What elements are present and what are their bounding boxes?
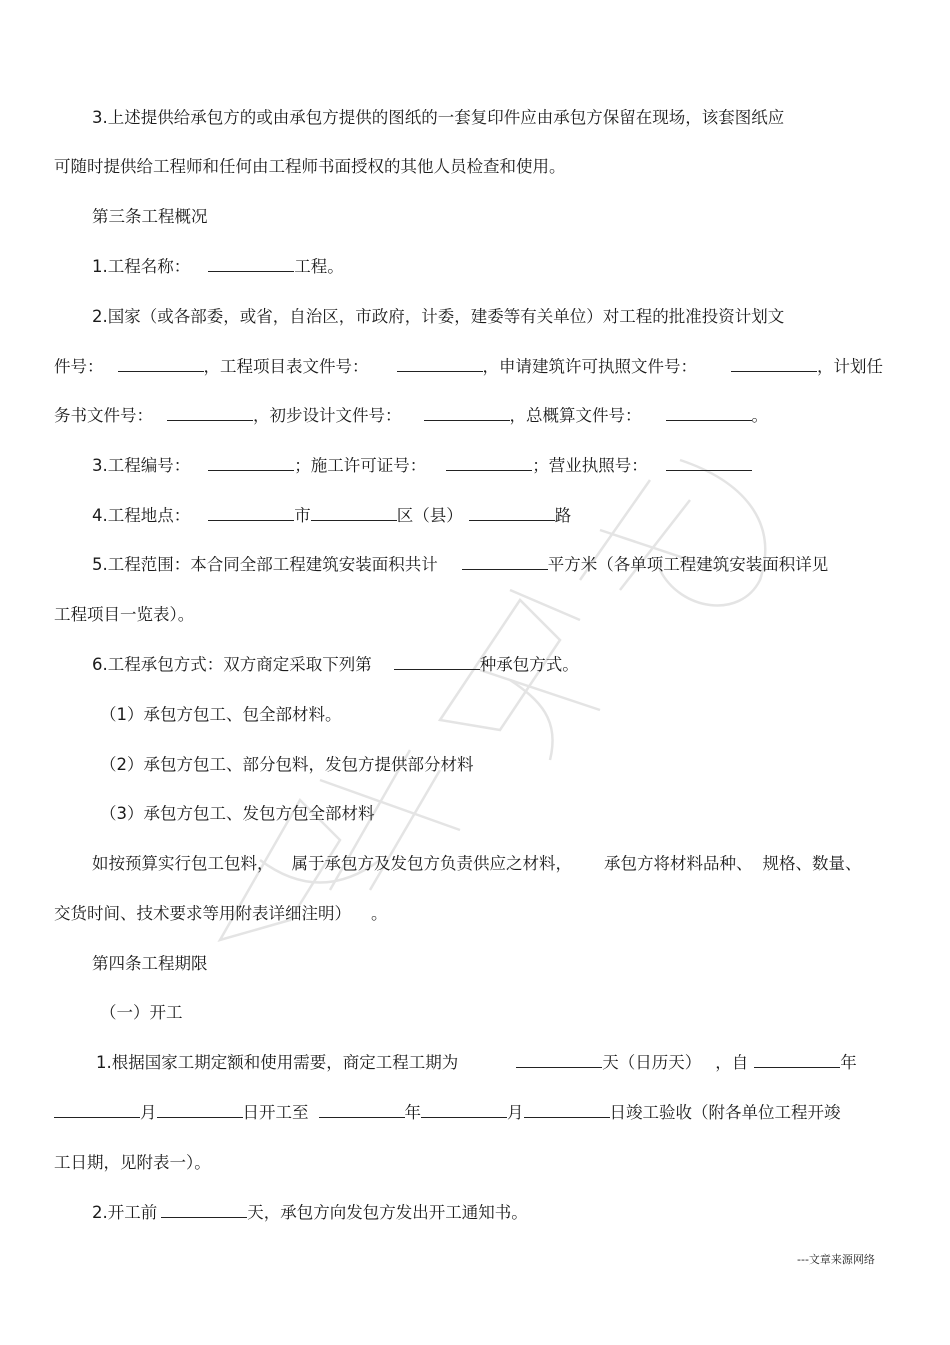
notice-days-blank[interactable] — [161, 1201, 247, 1218]
label: 交货时间、技术要求等用附表详细注明） — [54, 904, 351, 923]
label: 件号： — [54, 357, 104, 376]
label: 4.工程地点： — [92, 506, 191, 525]
label: 天（日历天） — [602, 1053, 702, 1072]
permit-doc-blank[interactable] — [731, 355, 817, 372]
label: 天，承包方向发包方发出开工通知书。 — [247, 1203, 528, 1222]
paragraph-drawings-line2: 可随时提供给工程师和任何由工程师书面授权的其他人员检查和使用。 — [54, 157, 566, 176]
label: 日竣工验收（附各单位工程开竣 — [609, 1103, 841, 1122]
label: 种承包方式。 — [479, 655, 579, 674]
label: 工程。 — [294, 257, 344, 276]
duration-line3: 工日期，见附表一）。 — [54, 1153, 211, 1172]
method-number-blank[interactable] — [394, 653, 480, 670]
label: 1.根据国家工期定额和使用需要，商定工程工期为 — [96, 1053, 459, 1072]
label: 如按预算实行包工包料， — [92, 854, 274, 873]
label: 务书文件号： — [54, 406, 153, 425]
label: 月 — [140, 1103, 157, 1122]
duration-line2 — [54, 1101, 841, 1125]
label: 属于承包方及发包方负责供应之材料， — [291, 854, 572, 873]
label: ，工程项目表文件号： — [203, 357, 369, 376]
label: 区（县） — [396, 506, 463, 525]
start-month-blank[interactable] — [54, 1101, 140, 1118]
project-location-line — [92, 504, 571, 528]
approval-docs-line3 — [54, 404, 768, 428]
project-scope-line2: 工程项目一览表）。 — [54, 605, 195, 624]
notice-line — [92, 1201, 528, 1225]
materials-note-line2 — [54, 902, 388, 926]
project-table-doc-blank[interactable] — [397, 355, 483, 372]
approval-docs-line1: 2.国家（或各部委，或省，自治区，市政府，计委，建委等有关单位）对工程的批准投资计划文 — [92, 307, 785, 326]
section-start: （一）开工 — [100, 1003, 183, 1022]
end-year-blank[interactable] — [319, 1101, 405, 1118]
project-number-line — [92, 454, 752, 478]
contract-method-line — [92, 653, 579, 677]
label: 2.开工前 — [92, 1203, 158, 1222]
project-scope-line1 — [92, 553, 828, 577]
label: 3.工程编号： — [92, 456, 191, 475]
start-day-blank[interactable] — [157, 1101, 243, 1118]
business-license-blank[interactable] — [666, 454, 752, 471]
end-month-blank[interactable] — [421, 1101, 507, 1118]
road-blank[interactable] — [469, 504, 555, 521]
duration-days-blank[interactable] — [516, 1051, 602, 1068]
article-4-title: 第四条工程期限 — [92, 954, 208, 973]
project-name-line — [92, 255, 344, 279]
label: 市 — [294, 506, 311, 525]
option-3: （3）承包方包工、发包方包全部材料 — [100, 804, 375, 823]
area-blank[interactable] — [462, 553, 548, 570]
label: 5.工程范围：本合同全部工程建筑安装面积共计 — [92, 555, 438, 574]
article-3-title: 第三条工程概况 — [92, 207, 208, 226]
label: 1.工程名称： — [92, 257, 191, 276]
plan-doc-blank[interactable] — [118, 355, 204, 372]
label: 6.工程承包方式：双方商定采取下列第 — [92, 655, 372, 674]
label: ，初步设计文件号： — [253, 406, 402, 425]
end-day-blank[interactable] — [524, 1101, 610, 1118]
label: 月 — [507, 1103, 524, 1122]
label: 日开工至 — [242, 1103, 309, 1122]
task-doc-blank[interactable] — [167, 404, 253, 421]
option-2: （2）承包方包工、部分包料，发包方提供部分材料 — [100, 755, 474, 774]
label: ，总概算文件号： — [509, 406, 642, 425]
construction-permit-blank[interactable] — [446, 454, 532, 471]
label: 平方米（各单项工程建筑安装面积详见 — [547, 555, 829, 574]
materials-note-line1 — [92, 852, 862, 876]
label: ，自 — [715, 1053, 749, 1072]
label: 年 — [404, 1103, 421, 1122]
label: ，申请建筑许可执照文件号： — [482, 357, 697, 376]
label: 。 — [371, 904, 388, 923]
district-blank[interactable] — [311, 504, 397, 521]
project-number-blank[interactable] — [208, 454, 294, 471]
start-year-blank[interactable] — [754, 1051, 840, 1068]
city-blank[interactable] — [208, 504, 294, 521]
approval-docs-line2 — [54, 355, 883, 379]
project-name-blank[interactable] — [208, 255, 294, 272]
label: ，计划任 — [817, 357, 883, 376]
label: 年 — [840, 1053, 857, 1072]
duration-line1 — [96, 1051, 857, 1075]
label: ；营业执照号： — [532, 456, 648, 475]
budget-doc-blank[interactable] — [666, 404, 752, 421]
option-1: （1）承包方包工、包全部材料。 — [100, 705, 342, 724]
label: 路 — [554, 506, 572, 525]
label: ；施工许可证号： — [294, 456, 427, 475]
label: 。 — [751, 406, 768, 425]
preliminary-design-blank[interactable] — [424, 404, 510, 421]
label: 规格、数量、 — [762, 854, 862, 873]
label: 承包方将材料品种、 — [604, 854, 753, 873]
source-footer: ---文章来源网络 — [797, 1253, 875, 1266]
paragraph-drawings-line1: 3.上述提供给承包方的或由承包方提供的图纸的一套复印件应由承包方保留在现场，该套图纸应 — [92, 108, 785, 127]
